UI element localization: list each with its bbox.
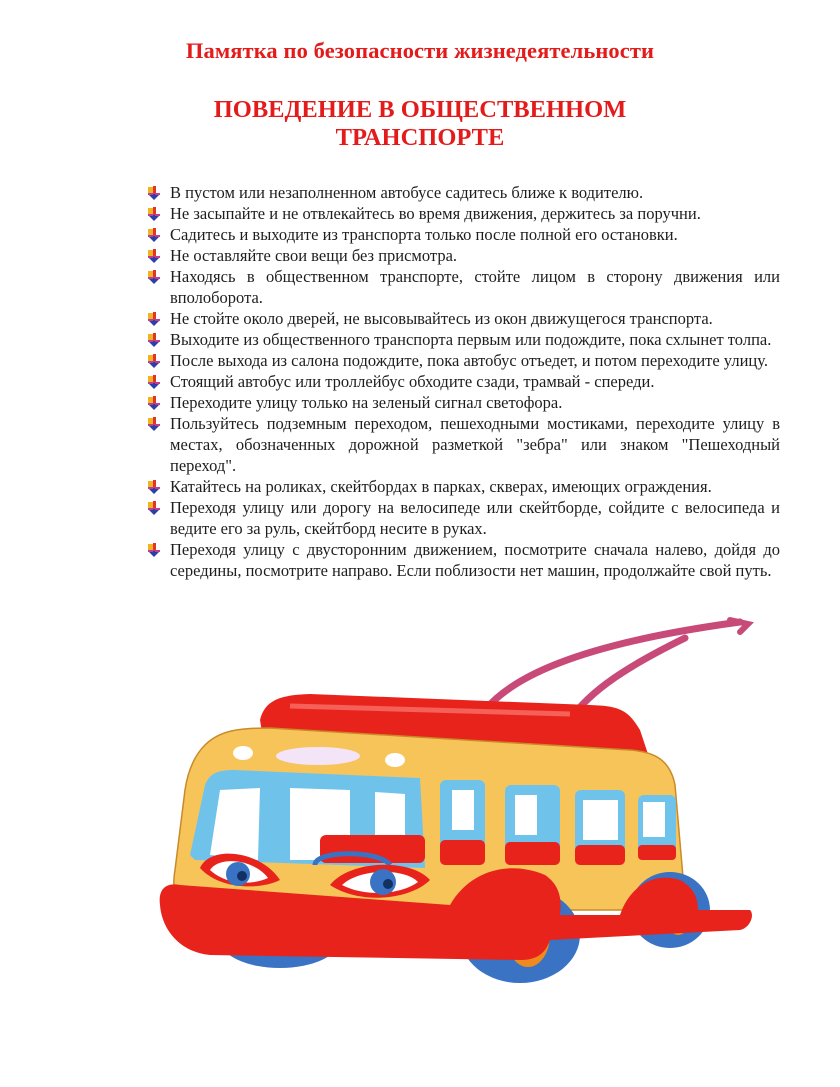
multicolor-down-arrow-icon bbox=[146, 353, 162, 369]
leaflet-title bbox=[0, 96, 840, 152]
rule-text: Переходя улицу или дорогу на велосипеде или скейтборде, сойдите с велосипеда и ведите его за руль, скейтборд несите в руках. bbox=[170, 498, 780, 538]
multicolor-down-arrow-icon bbox=[146, 332, 162, 348]
multicolor-down-arrow-icon bbox=[146, 395, 162, 411]
rule-text: В пустом или незаполненном автобусе садитесь ближе к водителю. bbox=[170, 183, 644, 202]
safety-rule-item bbox=[146, 266, 780, 308]
safety-rule-item bbox=[146, 203, 780, 224]
leaflet-subtitle: Памятка по безопасности жизнедеятельности bbox=[185, 38, 655, 63]
trolleybus-illustration bbox=[150, 610, 770, 990]
multicolor-down-arrow-icon bbox=[146, 542, 162, 558]
safety-rule-item bbox=[146, 308, 780, 329]
rule-text: Не стойте около дверей, не высовывайтесь из окон движущегося транспорта. bbox=[170, 309, 713, 328]
safety-rule-item bbox=[146, 413, 780, 476]
rule-text: Катайтесь на роликах, скейтбордах в парках, скверах, имеющих ограждения. bbox=[170, 477, 712, 496]
multicolor-down-arrow-icon bbox=[146, 185, 162, 201]
safety-rule-item bbox=[146, 224, 780, 245]
multicolor-down-arrow-icon bbox=[146, 227, 162, 243]
safety-rule-item bbox=[146, 392, 780, 413]
rule-text: Садитесь и выходите из транспорта только после полной его остановки. bbox=[170, 225, 678, 244]
safety-rules-list bbox=[146, 182, 780, 581]
safety-rule-item bbox=[146, 245, 780, 266]
title-line-1: ПОВЕДЕНИЕ В ОБЩЕСТВЕННОМ bbox=[213, 96, 627, 123]
multicolor-down-arrow-icon bbox=[146, 479, 162, 495]
multicolor-down-arrow-icon bbox=[146, 311, 162, 327]
rule-text: После выхода из салона подождите, пока автобус отъедет, и потом переходите улицу. bbox=[170, 351, 768, 370]
rule-text: Находясь в общественном транспорте, стойте лицом в сторону движения или вполоборота. bbox=[170, 267, 780, 307]
safety-rule-item bbox=[146, 539, 780, 581]
rule-text: Не засыпайте и не отвлекайтесь во время движения, держитесь за поручни. bbox=[170, 204, 701, 223]
rule-text: Пользуйтесь подземным переходом, пешеходными мостиками, переходите улицу в местах, обозначенных дорожной разметкой "зебра" или знаком "Пешеходный переход". bbox=[170, 414, 780, 475]
rule-text: Переходите улицу только на зеленый сигнал светофора. bbox=[170, 393, 563, 412]
rule-text: Стоящий автобус или троллейбус обходите сзади, трамвай - спереди. bbox=[170, 372, 655, 391]
rule-text: Не оставляйте свои вещи без присмотра. bbox=[170, 246, 458, 265]
multicolor-down-arrow-icon bbox=[146, 248, 162, 264]
rule-text: Переходя улицу с двусторонним движением, посмотрите сначала налево, дойдя до середины, посмотрите направо. Если поблизости нет машин, продолжайте свой путь. bbox=[170, 540, 780, 580]
safety-rule-item bbox=[146, 182, 780, 203]
multicolor-down-arrow-icon bbox=[146, 500, 162, 516]
multicolor-down-arrow-icon bbox=[146, 269, 162, 285]
safety-rule-item bbox=[146, 476, 780, 497]
safety-rule-item bbox=[146, 329, 780, 350]
multicolor-down-arrow-icon bbox=[146, 416, 162, 432]
trolleybus-icon bbox=[150, 610, 770, 990]
multicolor-down-arrow-icon bbox=[146, 374, 162, 390]
safety-rule-item bbox=[146, 350, 780, 371]
rule-text: Выходите из общественного транспорта первым или подождите, пока схлынет толпа. bbox=[170, 330, 772, 349]
multicolor-down-arrow-icon bbox=[146, 206, 162, 222]
title-line-2: ТРАНСПОРТЕ bbox=[335, 124, 505, 151]
safety-rule-item bbox=[146, 371, 780, 392]
safety-rule-item bbox=[146, 497, 780, 539]
